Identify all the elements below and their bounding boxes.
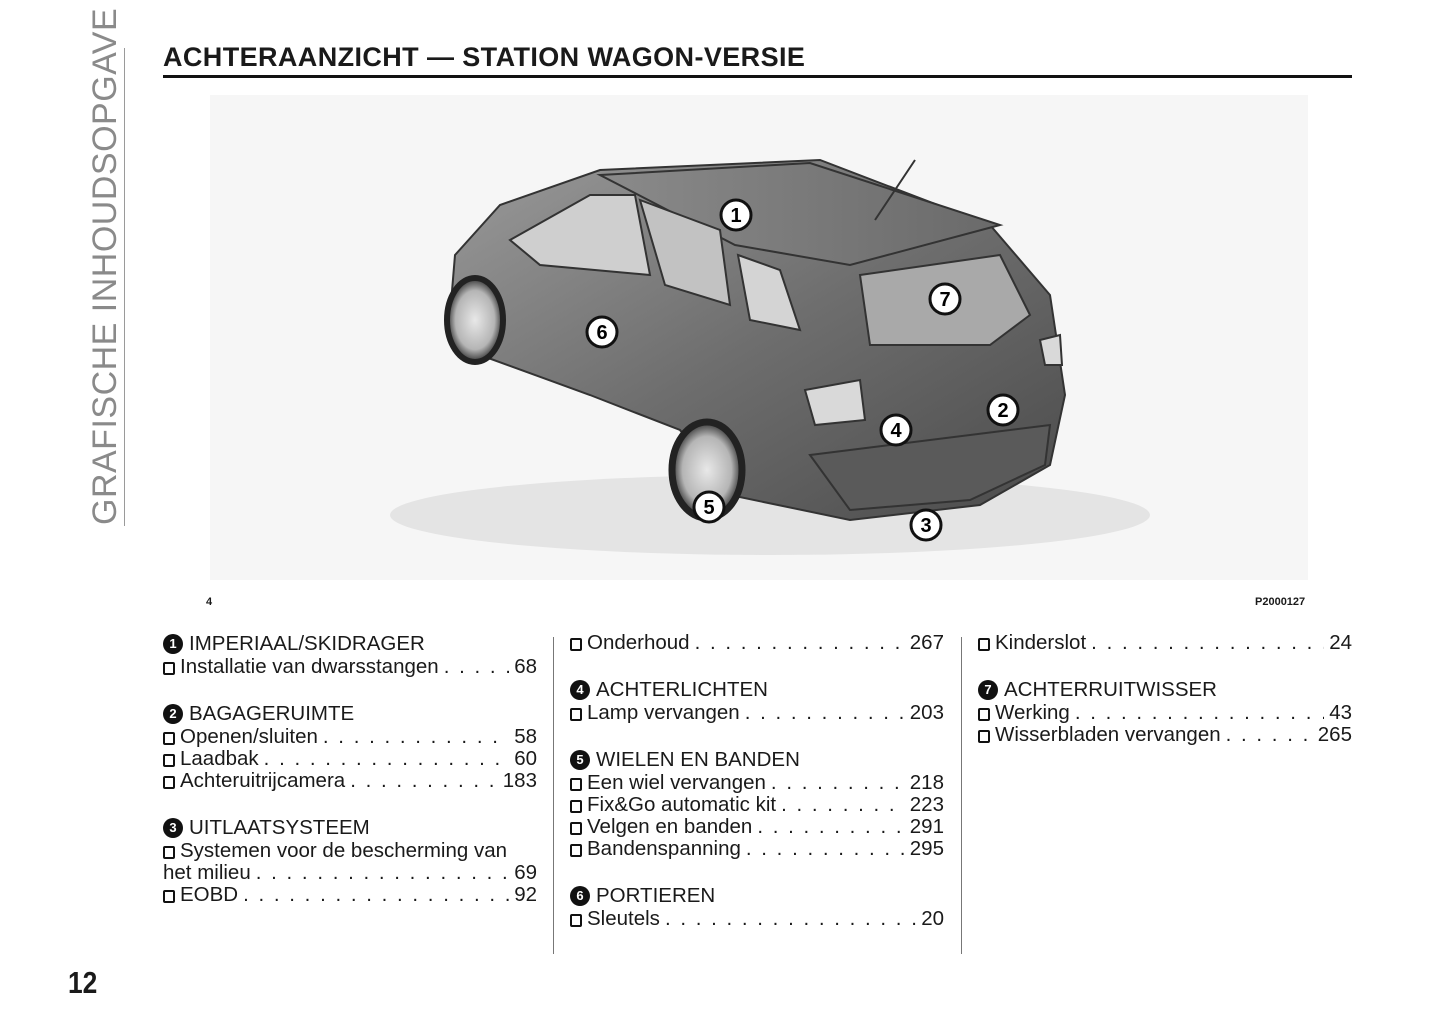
page-ref: 223 bbox=[909, 793, 944, 816]
checkbox-bullet-icon bbox=[163, 732, 175, 745]
index-entry-line-1[interactable]: Systemen voor de bescherming van bbox=[163, 840, 537, 862]
index-column-3 bbox=[978, 632, 1352, 770]
page-title: ACHTERAANZICHT — STATION WAGON-VERSIE bbox=[163, 42, 806, 72]
page-ref: 60 bbox=[514, 747, 537, 770]
callout-5 bbox=[694, 492, 724, 522]
index-group-exhaust bbox=[163, 816, 537, 906]
index-entry-line-2[interactable]: het milieu . . . 69 bbox=[163, 862, 537, 884]
side-section-title: GRAFISCHE INHOUDSOPGAVE bbox=[86, 7, 124, 525]
figure-number: 4 bbox=[206, 596, 213, 608]
car-rear-view-illustration bbox=[210, 95, 1308, 580]
svg-text:5: 5 bbox=[703, 497, 715, 519]
group-title: PORTIEREN bbox=[596, 884, 716, 907]
page-ref: 267 bbox=[909, 631, 944, 654]
page-ref: 295 bbox=[909, 837, 944, 860]
checkbox-bullet-icon bbox=[978, 708, 990, 721]
index-entry[interactable]: Wisserbladen vervangen . . . 265 bbox=[978, 724, 1352, 746]
index-group-rear-lights bbox=[570, 678, 944, 724]
index-entry[interactable]: Werking . . . 43 bbox=[978, 702, 1352, 724]
checkbox-bullet-icon bbox=[570, 778, 582, 791]
index-entry[interactable]: Velgen en banden . . . 291 bbox=[570, 816, 944, 838]
index-entry[interactable]: Sleutels . . . 20 bbox=[570, 908, 944, 930]
checkbox-bullet-icon bbox=[978, 638, 990, 651]
index-entry[interactable]: Bandenspanning . . . 295 bbox=[570, 838, 944, 860]
side-divider bbox=[124, 48, 125, 526]
index-entry[interactable]: Installatie van dwarsstangen . . . 68 bbox=[163, 656, 537, 678]
index-entry[interactable]: Een wiel vervangen . . . 218 bbox=[570, 772, 944, 794]
callout-6 bbox=[587, 317, 617, 347]
checkbox-bullet-icon bbox=[163, 754, 175, 767]
column-divider bbox=[553, 637, 554, 954]
group-title: ACHTERLICHTEN bbox=[596, 678, 768, 701]
page-ref: 92 bbox=[514, 883, 537, 906]
index-entry[interactable]: Onderhoud . . . 267 bbox=[570, 632, 944, 654]
group-number-badge: 6 bbox=[570, 886, 590, 906]
index-group-doors bbox=[570, 884, 944, 930]
index-entry[interactable]: Achteruitrijcamera . . . 183 bbox=[163, 770, 537, 792]
index-column-1 bbox=[163, 632, 537, 930]
checkbox-bullet-icon bbox=[570, 914, 582, 927]
page-ref: 218 bbox=[909, 771, 944, 794]
checkbox-bullet-icon bbox=[570, 800, 582, 813]
figure-code: P2000127 bbox=[1255, 596, 1306, 608]
group-title: WIELEN EN BANDEN bbox=[596, 748, 800, 771]
callout-4 bbox=[881, 415, 911, 445]
group-title: ACHTERRUITWISSER bbox=[1004, 678, 1217, 701]
callout-3 bbox=[911, 510, 941, 540]
title-underline bbox=[163, 75, 1352, 78]
checkbox-bullet-icon bbox=[163, 662, 175, 675]
group-title: IMPERIAAL/SKIDRAGER bbox=[189, 632, 425, 655]
index-entry[interactable]: Kinderslot . . . 24 bbox=[978, 632, 1352, 654]
page-ref: 203 bbox=[909, 701, 944, 724]
column-divider bbox=[961, 637, 962, 954]
index-entry[interactable]: Fix&Go automatic kit . . . 223 bbox=[570, 794, 944, 816]
index-column-2 bbox=[570, 632, 944, 954]
svg-text:6: 6 bbox=[596, 322, 608, 344]
checkbox-bullet-icon bbox=[163, 776, 175, 789]
index-group-continued bbox=[978, 632, 1352, 654]
index-entry[interactable]: EOBD . . . 92 bbox=[163, 884, 537, 906]
group-title: BAGAGERUIMTE bbox=[189, 702, 355, 725]
checkbox-bullet-icon bbox=[163, 890, 175, 903]
group-title: UITLAATSYSTEEM bbox=[189, 816, 370, 839]
page-ref: 20 bbox=[921, 907, 944, 930]
group-number-badge: 7 bbox=[978, 680, 998, 700]
page-ref: 183 bbox=[502, 769, 537, 792]
svg-text:2: 2 bbox=[997, 400, 1009, 422]
group-number-badge: 3 bbox=[163, 818, 183, 838]
group-number-badge: 2 bbox=[163, 704, 183, 724]
group-number-badge: 4 bbox=[570, 680, 590, 700]
checkbox-bullet-icon bbox=[570, 844, 582, 857]
svg-text:7: 7 bbox=[939, 289, 951, 311]
checkbox-bullet-icon bbox=[570, 638, 582, 651]
index-group-continued bbox=[570, 632, 944, 654]
checkbox-bullet-icon bbox=[570, 822, 582, 835]
svg-text:1: 1 bbox=[730, 205, 742, 227]
page-ref: 58 bbox=[514, 725, 537, 748]
index-group-luggage bbox=[163, 702, 537, 792]
callout-2 bbox=[988, 395, 1018, 425]
page-number: 12 bbox=[68, 965, 98, 1000]
index-group-wheels bbox=[570, 748, 944, 860]
svg-text:3: 3 bbox=[920, 515, 932, 537]
page-ref: 265 bbox=[1317, 723, 1352, 746]
index-entry[interactable]: Lamp vervangen . . . 203 bbox=[570, 702, 944, 724]
page-ref: 68 bbox=[514, 655, 537, 678]
index-entry[interactable]: Laadbak . . . 60 bbox=[163, 748, 537, 770]
callout-1 bbox=[721, 200, 751, 230]
index-group-rear-wiper bbox=[978, 678, 1352, 746]
page-ref: 291 bbox=[909, 815, 944, 838]
svg-text:4: 4 bbox=[890, 420, 902, 442]
checkbox-bullet-icon bbox=[163, 846, 175, 859]
page-ref: 24 bbox=[1329, 631, 1352, 654]
group-number-badge: 1 bbox=[163, 634, 183, 654]
checkbox-bullet-icon bbox=[978, 730, 990, 743]
callout-7 bbox=[930, 284, 960, 314]
checkbox-bullet-icon bbox=[570, 708, 582, 721]
index-group-roof-rack bbox=[163, 632, 537, 678]
index-entry[interactable]: Openen/sluiten . . . 58 bbox=[163, 726, 537, 748]
page-ref: 43 bbox=[1329, 701, 1352, 724]
page-ref: 69 bbox=[514, 861, 537, 884]
group-number-badge: 5 bbox=[570, 750, 590, 770]
